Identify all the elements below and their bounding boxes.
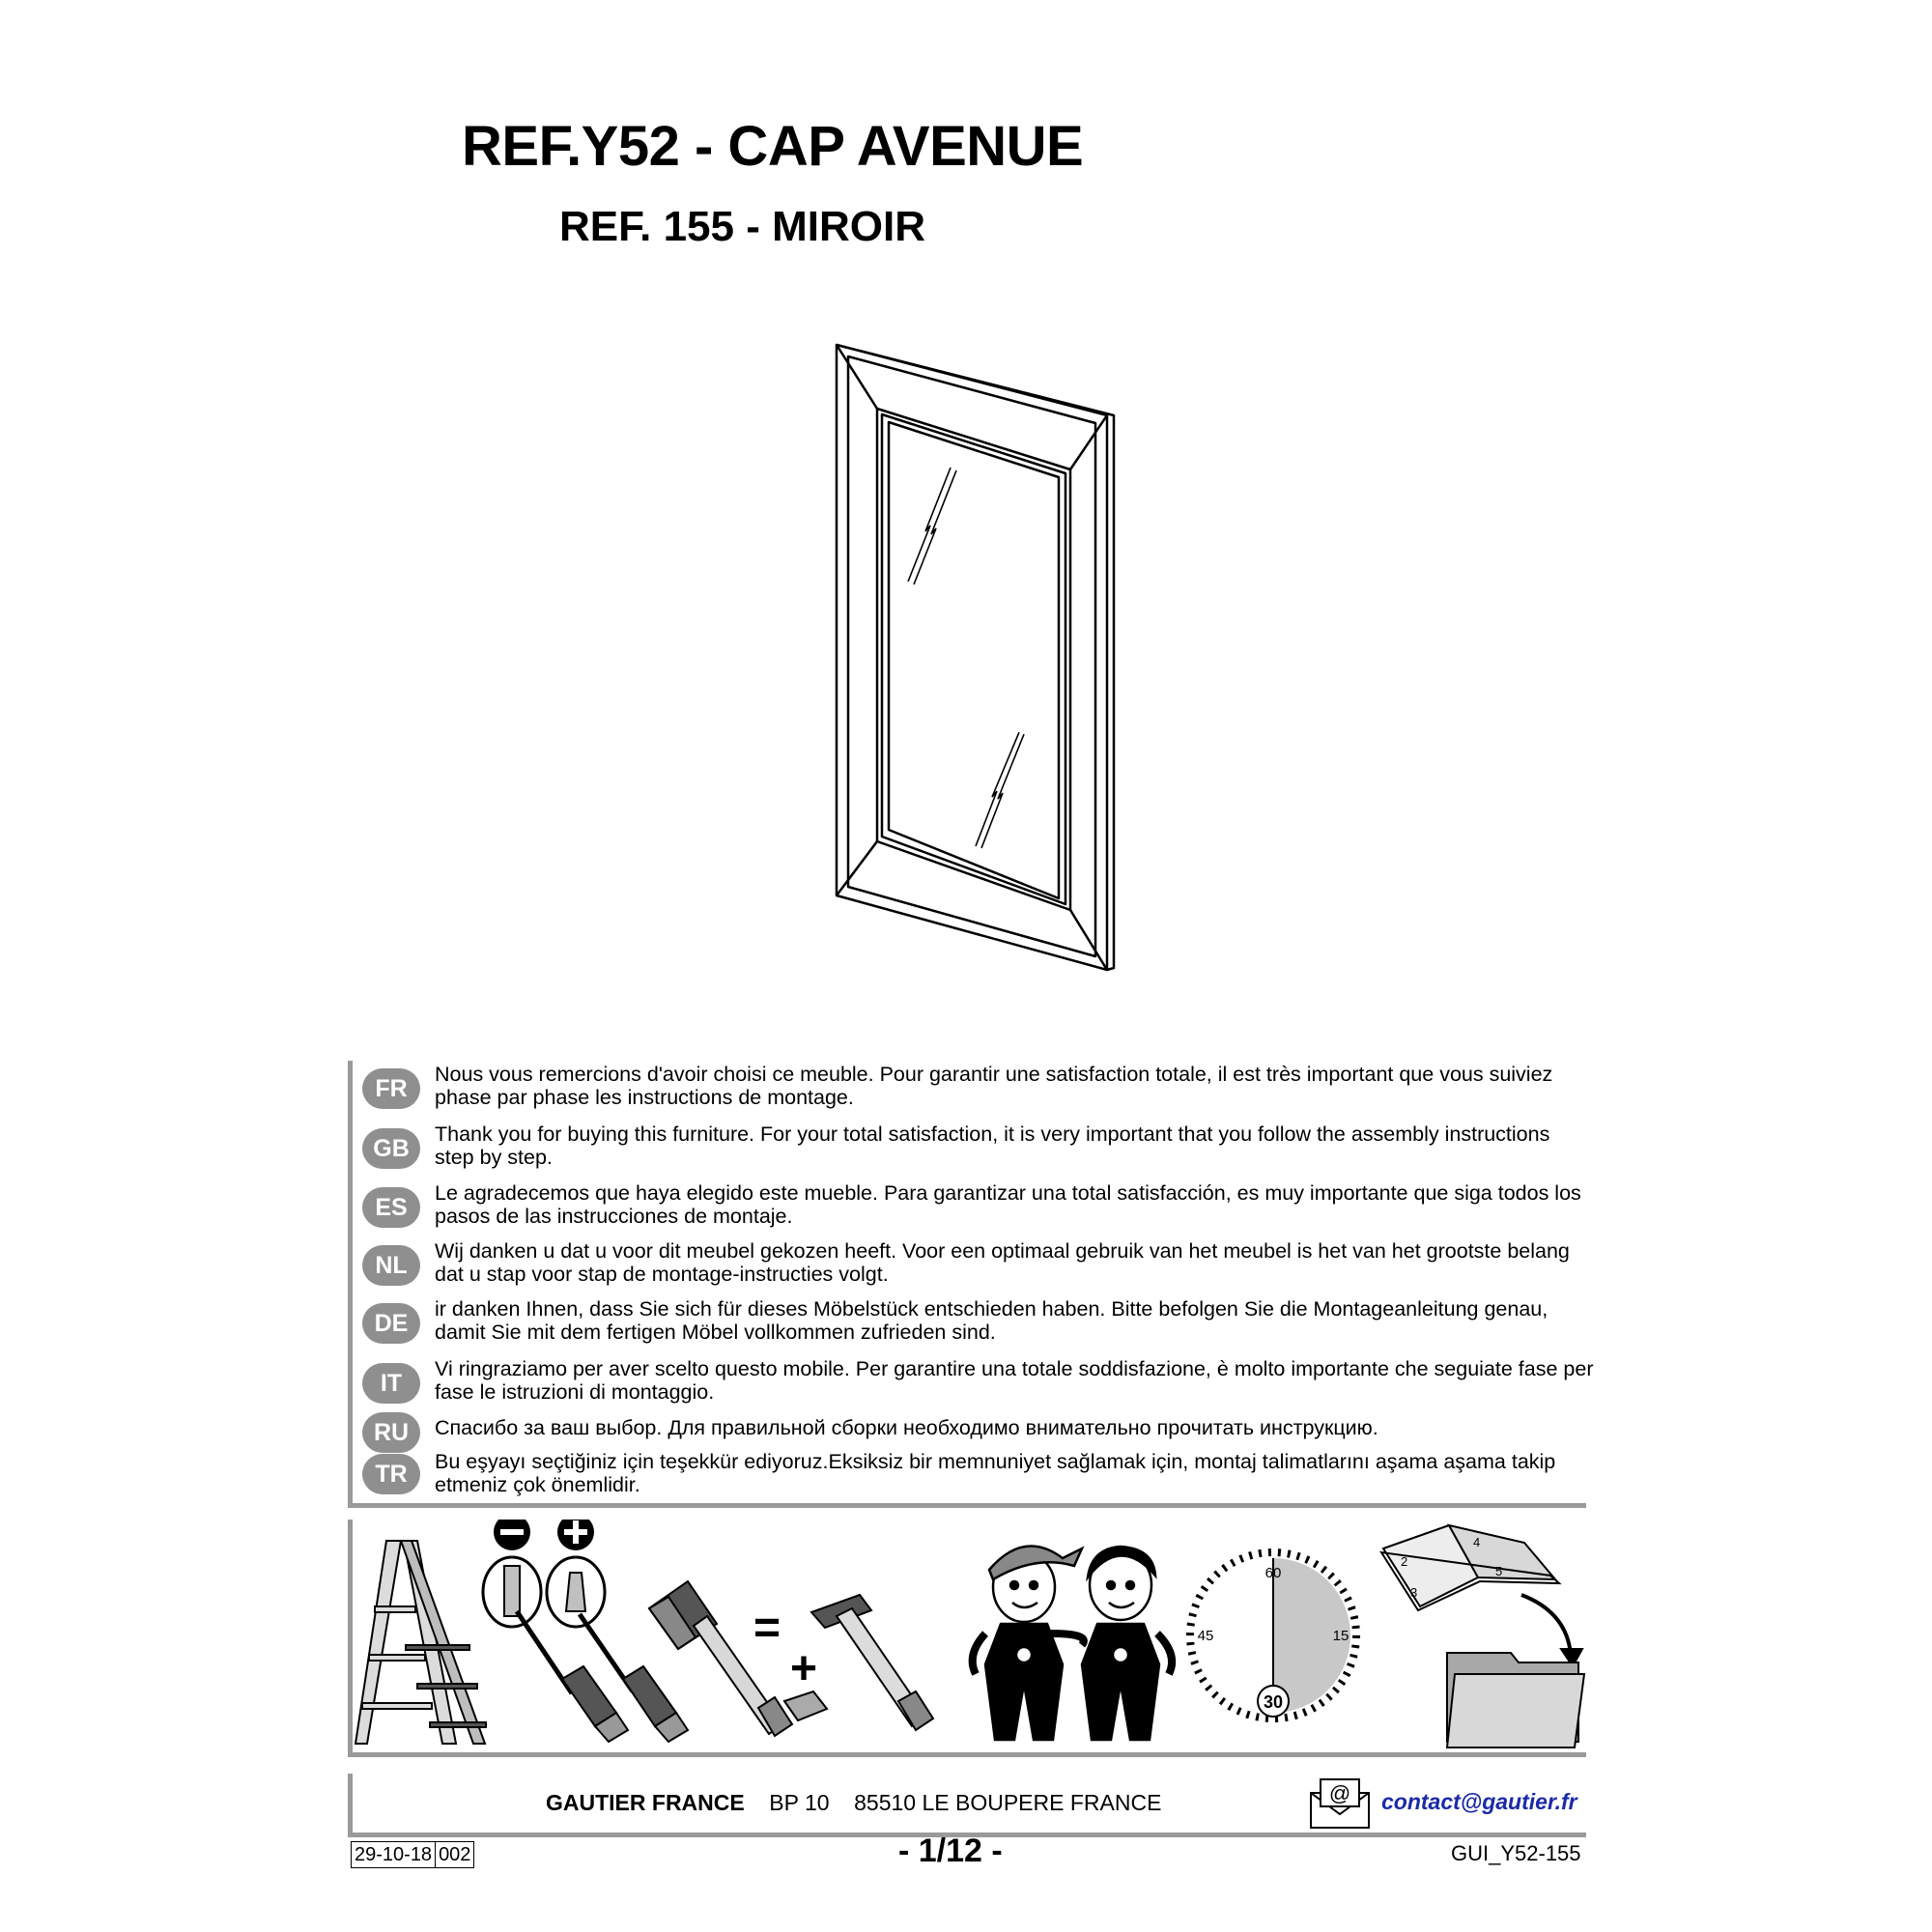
equals-sign: =	[753, 1603, 781, 1654]
lang-badge: TR	[362, 1454, 420, 1494]
lang-text: ir danken Ihnen, dass Sie sich für dieses Möbelstück entschieden haben. Bitte befolgen Sie die Montageanleitung genau, damit Sie mit dem fertigen Möbel vollkommen zufrieden sind.	[435, 1297, 1548, 1344]
mail-at-symbol: @	[1328, 1781, 1351, 1805]
pictogram-section	[348, 1520, 1586, 1757]
pictogram-strip	[348, 1520, 1586, 1757]
clock-label-60: 60	[1264, 1565, 1282, 1581]
page-subtitle: REF. 155 - MIROIR	[559, 203, 925, 250]
book-page-2: 2	[1401, 1554, 1408, 1569]
mail-icon	[1309, 1776, 1373, 1830]
revision-number: 002	[435, 1842, 473, 1867]
folder-icon	[1447, 1653, 1584, 1747]
contact-email-link[interactable]: contact@gautier.fr	[1381, 1789, 1577, 1814]
lang-text: Vi ringraziamo per aver scelto questo mobile. Per garantire una totale soddisfazione, è molto importante che seguiate fase per fase le istruzioni di montaggio.	[435, 1357, 1594, 1404]
clock-icon	[1190, 1552, 1356, 1719]
page-number: - 1/12 -	[898, 1833, 1003, 1869]
manual-book-icon	[1381, 1525, 1582, 1666]
revision-box	[351, 1841, 474, 1868]
lang-badge: FR	[362, 1068, 420, 1109]
clock-label-15: 15	[1332, 1628, 1350, 1644]
lang-text: Nous vous remercions d'avoir choisi ce meuble. Pour garantir une satisfaction totale, il est très important que vous suiviez phase par phase les instructions de montage.	[435, 1063, 1553, 1109]
lang-text: Wij danken u dat u voor dit meubel gekozen heeft. Voor een optimaal gebruik van het meubel is het van het grootste belang dat u stap voor stap de montage-instructies volgt.	[435, 1239, 1570, 1286]
language-notice-section	[348, 1061, 1594, 1508]
lang-text: Спасибо за ваш выбор. Для правильной сборки необходимо внимательно прочитать инструкцию.	[435, 1416, 1378, 1439]
lang-badge: GB	[362, 1128, 420, 1169]
page-title: REF.Y52 - CAP AVENUE	[462, 115, 1084, 178]
clock-label-45: 45	[1197, 1628, 1214, 1644]
lang-text: Le agradecemos que haya elegido este mueble. Para garantizar una total satisfacción, es muy importante que siga todos los pasos de las instrucciones de montaje.	[435, 1181, 1581, 1228]
lang-text: Thank you for buying this furniture. For your total satisfaction, it is very important that you follow the assembly instructions step by step.	[435, 1122, 1550, 1169]
po-box: BP 10	[769, 1790, 830, 1815]
lang-badge: DE	[362, 1303, 420, 1344]
company-city: 85510 LE BOUPERE FRANCE	[854, 1790, 1162, 1815]
lang-text: Bu eşyayı seçtiğiniz için teşekkür ediyoruz.Eksiksiz bir memnuniyet sağlamak için, montaj talimatlarını aşama aşama takip etmeniz çok önemlidir.	[435, 1450, 1556, 1496]
footer-left-bar	[348, 1774, 353, 1837]
lang-badge: ES	[362, 1187, 420, 1228]
section-bottom-bar	[348, 1503, 1586, 1508]
lang-badge: RU	[362, 1412, 420, 1453]
two-people-icon	[973, 1547, 1172, 1741]
ladder-icon	[355, 1541, 486, 1744]
document-code: GUI_Y52-155	[1451, 1841, 1581, 1865]
section-left-bar	[348, 1061, 353, 1508]
company-name: GAUTIER FRANCE	[546, 1790, 745, 1815]
book-page-4: 4	[1473, 1535, 1481, 1549]
flat-screwdriver-icon	[483, 1520, 628, 1742]
book-page-3: 3	[1410, 1585, 1418, 1600]
lang-badge: IT	[362, 1363, 420, 1404]
hammer-icon	[784, 1595, 933, 1730]
clock-label-30: 30	[1263, 1692, 1284, 1712]
footer-section	[348, 1774, 1586, 1837]
company-address	[546, 1790, 1161, 1816]
mirror-illustration	[831, 340, 1121, 978]
plus-sign: +	[790, 1643, 818, 1694]
revision-date: 29-10-18	[355, 1844, 433, 1865]
lang-badge: NL	[362, 1245, 420, 1286]
book-page-5: 5	[1495, 1564, 1503, 1578]
